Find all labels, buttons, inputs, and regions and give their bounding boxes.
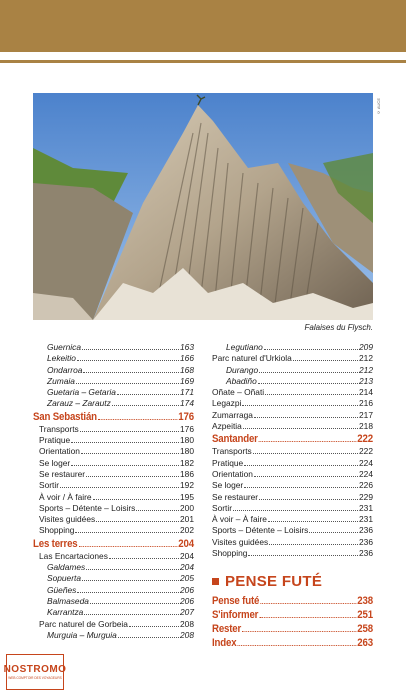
logo-name: NOSTROMO	[3, 664, 67, 675]
toc-entry-row[interactable]	[33, 607, 194, 618]
toc-entry-title: Santander	[212, 433, 258, 446]
toc-page-number: 224	[359, 468, 373, 479]
dot-leader	[82, 349, 179, 350]
toc-entry-row[interactable]	[212, 503, 373, 514]
toc-entry-row[interactable]	[33, 342, 194, 353]
toc-entry-title: S'informer	[212, 609, 259, 622]
toc-page-number: 214	[359, 387, 373, 398]
toc-entry-row[interactable]	[33, 596, 194, 607]
toc-entry-title: Parc naturel d'Urkiola	[212, 353, 292, 364]
dot-leader	[258, 383, 358, 384]
toc-entry-title: À voir / À faire	[39, 491, 92, 502]
toc-page-number: 212	[359, 364, 373, 375]
toc-entry-title: Transports	[39, 423, 79, 434]
dot-leader	[264, 349, 358, 350]
toc-entry-row[interactable]	[212, 353, 373, 364]
toc-entry-title: Ondarroa	[47, 364, 83, 375]
toc-entry-row[interactable]	[212, 410, 373, 421]
dot-leader	[81, 453, 179, 454]
toc-entry-row[interactable]	[212, 514, 373, 525]
toc-entry-title: Legutiano	[226, 342, 263, 352]
dot-leader	[84, 614, 179, 615]
dot-leader	[76, 383, 179, 384]
toc-entry-row[interactable]	[33, 376, 194, 387]
toc-entry-title: Visites guidées	[39, 514, 96, 525]
dot-leader	[60, 487, 179, 488]
flysch-cliff-illustration	[33, 93, 373, 320]
toc-page-number: 204	[180, 550, 194, 561]
cliff-photo	[33, 93, 373, 320]
dot-leader	[86, 476, 179, 477]
toc-section-row[interactable]	[212, 622, 373, 636]
toc-entry-title: Parc naturel de Gorbeia	[39, 618, 128, 629]
toc-page-number: 204	[178, 537, 194, 550]
dot-leader	[129, 626, 179, 627]
dot-leader	[260, 603, 356, 604]
toc-page-number: 217	[359, 409, 373, 420]
toc-page-number: 258	[357, 623, 373, 636]
dot-leader	[254, 417, 358, 418]
dot-leader	[248, 555, 358, 556]
toc-entry-row[interactable]	[212, 548, 373, 559]
toc-entry-row[interactable]	[33, 525, 194, 536]
toc-entry-title: Les terres	[33, 537, 78, 550]
toc-page-number: 206	[180, 595, 194, 606]
toc-page-number: 231	[359, 514, 373, 525]
toc-entry-row[interactable]	[33, 458, 194, 469]
logo-tagline: WEB COMPTOIR DES VOYAGEURS	[8, 676, 62, 680]
dot-leader	[98, 419, 178, 420]
toc-page-number: 176	[178, 410, 194, 423]
toc-page-number: 176	[180, 423, 194, 434]
toc-page-number: 226	[359, 480, 373, 491]
toc-page-number: 218	[359, 421, 373, 432]
toc-page-number: 163	[180, 342, 194, 352]
toc-page-number: 263	[357, 637, 373, 650]
toc-entry-row[interactable]	[33, 562, 194, 573]
dot-leader	[75, 532, 179, 533]
toc-page-number: 224	[359, 457, 373, 468]
toc-entry-row[interactable]	[33, 387, 194, 398]
toc-page-number: 208	[180, 618, 194, 629]
toc-entry-row[interactable]	[212, 480, 373, 491]
toc-entry-title: Visites guidées	[212, 536, 269, 547]
toc-entry-row[interactable]	[33, 398, 194, 409]
dot-leader	[259, 441, 357, 442]
dot-leader	[71, 442, 179, 443]
dot-leader	[82, 580, 179, 581]
toc-entry-row[interactable]	[212, 446, 373, 457]
toc-entry-title: Pratique	[39, 435, 71, 446]
toc-entry-row[interactable]	[33, 492, 194, 503]
toc-entry-row[interactable]	[33, 514, 194, 525]
toc-page-number: 202	[180, 525, 194, 536]
toc-entry-title: Balmaseda	[47, 595, 89, 606]
dot-leader	[293, 360, 358, 361]
toc-entry-title: Sopuerta	[47, 573, 81, 584]
pense-fute-rows	[212, 594, 373, 650]
pense-fute-heading	[212, 573, 373, 590]
photo-credit: © AUCE	[376, 98, 381, 116]
toc-page-number: 192	[180, 480, 194, 491]
toc-entry-title: Sports – Détente – Loisirs	[39, 502, 136, 513]
dot-leader	[96, 521, 179, 522]
toc-entry-title: Index	[212, 637, 237, 650]
toc-entry-row[interactable]	[33, 446, 194, 457]
toc-page-number: 208	[180, 629, 194, 640]
dot-leader	[269, 544, 358, 545]
toc-entry-row[interactable]	[33, 573, 194, 584]
photo-caption: Falaises du Flysch.	[304, 323, 373, 332]
dot-leader	[259, 372, 358, 373]
toc-page-number: 222	[357, 433, 373, 446]
toc-page-number: 216	[359, 398, 373, 409]
toc-entry-title: Se loger	[212, 480, 244, 491]
toc-entry-title: Sortir	[39, 480, 60, 491]
dot-leader	[259, 499, 358, 500]
toc-page-number: 166	[180, 353, 194, 364]
toc-page-number: 195	[180, 491, 194, 502]
dot-leader	[244, 465, 358, 466]
toc-entry-title: Zumaia	[47, 375, 75, 386]
toc-page-number: 168	[180, 364, 194, 375]
toc-entry-title: Abadiño	[226, 375, 257, 386]
toc-page-number: 213	[359, 375, 373, 386]
toc-section-row[interactable]	[212, 608, 373, 622]
toc-entry-title: Sports – Détente – Loisirs	[212, 525, 309, 536]
toc-right-rows	[212, 342, 373, 559]
toc-entry-row[interactable]	[212, 537, 373, 548]
toc-entry-row[interactable]	[33, 551, 194, 562]
toc-right-column	[212, 342, 373, 650]
toc-page-number: 238	[357, 595, 373, 608]
toc-entry-title: Zarauz – Zarautz	[47, 398, 111, 409]
toc-entry-title: Se loger	[39, 457, 71, 468]
dot-leader	[253, 453, 358, 454]
toc-page-number: 212	[359, 353, 373, 364]
toc-entry-row[interactable]	[212, 492, 373, 503]
toc-page-number: 180	[180, 446, 194, 457]
toc-page-number: 229	[359, 491, 373, 502]
dot-leader	[109, 558, 179, 559]
toc-entry-title: Sortir	[212, 502, 233, 513]
dot-leader	[242, 631, 356, 632]
toc-entry-row[interactable]	[212, 525, 373, 536]
toc-entry-title: Guernica	[47, 342, 81, 352]
toc-entry-title: Transports	[212, 446, 252, 457]
dot-leader	[233, 510, 358, 511]
toc-entry-row[interactable]	[212, 398, 373, 409]
toc-entry-title: Zumarraga	[212, 409, 253, 420]
dot-leader	[71, 465, 179, 466]
nostromo-logo	[3, 654, 67, 690]
toc-page-number: 231	[359, 502, 373, 513]
toc-page-number: 251	[357, 609, 373, 622]
dot-leader	[93, 499, 179, 500]
toc-page-number: 169	[180, 375, 194, 386]
toc-entry-row[interactable]	[33, 435, 194, 446]
toc-entry-title: Pense futé	[212, 595, 260, 608]
dot-leader	[118, 637, 179, 638]
dot-leader	[136, 510, 179, 511]
dot-leader	[268, 521, 358, 522]
dot-leader	[259, 617, 356, 618]
toc-entry-row[interactable]	[212, 365, 373, 376]
toc-entry-title: Oñate – Oñati	[212, 387, 265, 398]
toc-entry-row[interactable]	[212, 458, 373, 469]
toc-page-number: 180	[180, 435, 194, 446]
toc-page-number: 236	[359, 548, 373, 559]
toc-section-row[interactable]	[33, 537, 194, 551]
toc-entry-title: Se restaurer	[212, 491, 259, 502]
toc-page-number: 236	[359, 525, 373, 536]
toc-entry-title: Las Encartaciones	[39, 550, 108, 561]
toc-page-number: 171	[180, 387, 194, 398]
toc-entry-title: Shopping	[39, 525, 75, 536]
square-bullet-icon	[212, 578, 219, 585]
toc-entry-row[interactable]	[33, 585, 194, 596]
dot-leader	[242, 405, 358, 406]
toc-entry-title: Orientation	[39, 446, 80, 457]
toc-entry-title: Karrantza	[47, 607, 84, 618]
toc-entry-row[interactable]	[33, 480, 194, 491]
toc-entry-title: Güeñes	[47, 584, 77, 595]
dot-leader	[265, 394, 358, 395]
toc-page-number: 236	[359, 536, 373, 547]
toc-entry-row[interactable]	[33, 424, 194, 435]
toc-entry-title: Lekeitio	[47, 353, 76, 364]
toc-page-number: 209	[359, 342, 373, 352]
dot-leader	[237, 645, 356, 646]
toc-entry-title: Guetaria – Getaria	[47, 387, 116, 398]
toc-entry-title: San Sebastián	[33, 410, 97, 423]
toc-entry-row[interactable]	[33, 619, 194, 630]
toc-entry-row[interactable]	[33, 503, 194, 514]
top-color-band	[0, 0, 406, 52]
toc-entry-row[interactable]	[33, 630, 194, 641]
toc-page-number: 174	[180, 398, 194, 409]
toc-page-number: 206	[180, 584, 194, 595]
dot-leader	[112, 405, 179, 406]
toc-entry-row[interactable]	[33, 353, 194, 364]
dot-leader	[254, 476, 358, 477]
toc-entry-title: Rester	[212, 623, 242, 636]
dot-leader	[78, 546, 177, 547]
toc-page-number: 205	[180, 573, 194, 584]
dot-leader	[90, 603, 179, 604]
toc-entry-row[interactable]	[212, 469, 373, 480]
dot-leader	[77, 592, 179, 593]
toc-page-number: 186	[180, 468, 194, 479]
dot-leader	[243, 428, 358, 429]
toc-page-number: 201	[180, 514, 194, 525]
toc-entry-title: À voir – À faire	[212, 514, 267, 525]
dot-leader	[80, 431, 179, 432]
toc-section-row[interactable]	[33, 410, 194, 424]
toc-entry-title: Galdames	[47, 562, 86, 573]
toc-section-row[interactable]	[212, 594, 373, 608]
toc-entry-title: Shopping	[212, 548, 248, 559]
dot-leader	[244, 487, 358, 488]
toc-left-column	[33, 342, 194, 641]
pense-fute-title: PENSE FUTÉ	[225, 573, 323, 591]
toc-entry-title: Pratique	[212, 457, 244, 468]
toc-page-number: 207	[180, 607, 194, 618]
toc-entry-title: Azpeitia	[212, 421, 242, 432]
top-accent-line	[0, 60, 406, 63]
toc-entry-title: Murguia – Murguia	[47, 629, 117, 640]
toc-entry-title: Orientation	[212, 468, 253, 479]
toc-entry-title: Se restaurer	[39, 468, 86, 479]
dot-leader	[83, 372, 179, 373]
dot-leader	[86, 569, 179, 570]
toc-entry-row[interactable]	[212, 376, 373, 387]
toc-entry-row[interactable]	[33, 365, 194, 376]
toc-entry-row[interactable]	[212, 387, 373, 398]
toc-section-row[interactable]	[212, 636, 373, 650]
toc-entry-row[interactable]	[212, 342, 373, 353]
toc-page-number: 200	[180, 502, 194, 513]
toc-entry-title: Legazpi	[212, 398, 242, 409]
dot-leader	[309, 532, 358, 533]
toc-page-number: 182	[180, 457, 194, 468]
toc-page-number: 222	[359, 446, 373, 457]
dot-leader	[117, 394, 179, 395]
toc-entry-row[interactable]	[212, 421, 373, 432]
toc-section-row[interactable]	[212, 432, 373, 446]
toc-page-number: 204	[180, 562, 194, 573]
toc-entry-title: Durango	[226, 364, 259, 375]
dot-leader	[77, 360, 179, 361]
toc-entry-row[interactable]	[33, 469, 194, 480]
